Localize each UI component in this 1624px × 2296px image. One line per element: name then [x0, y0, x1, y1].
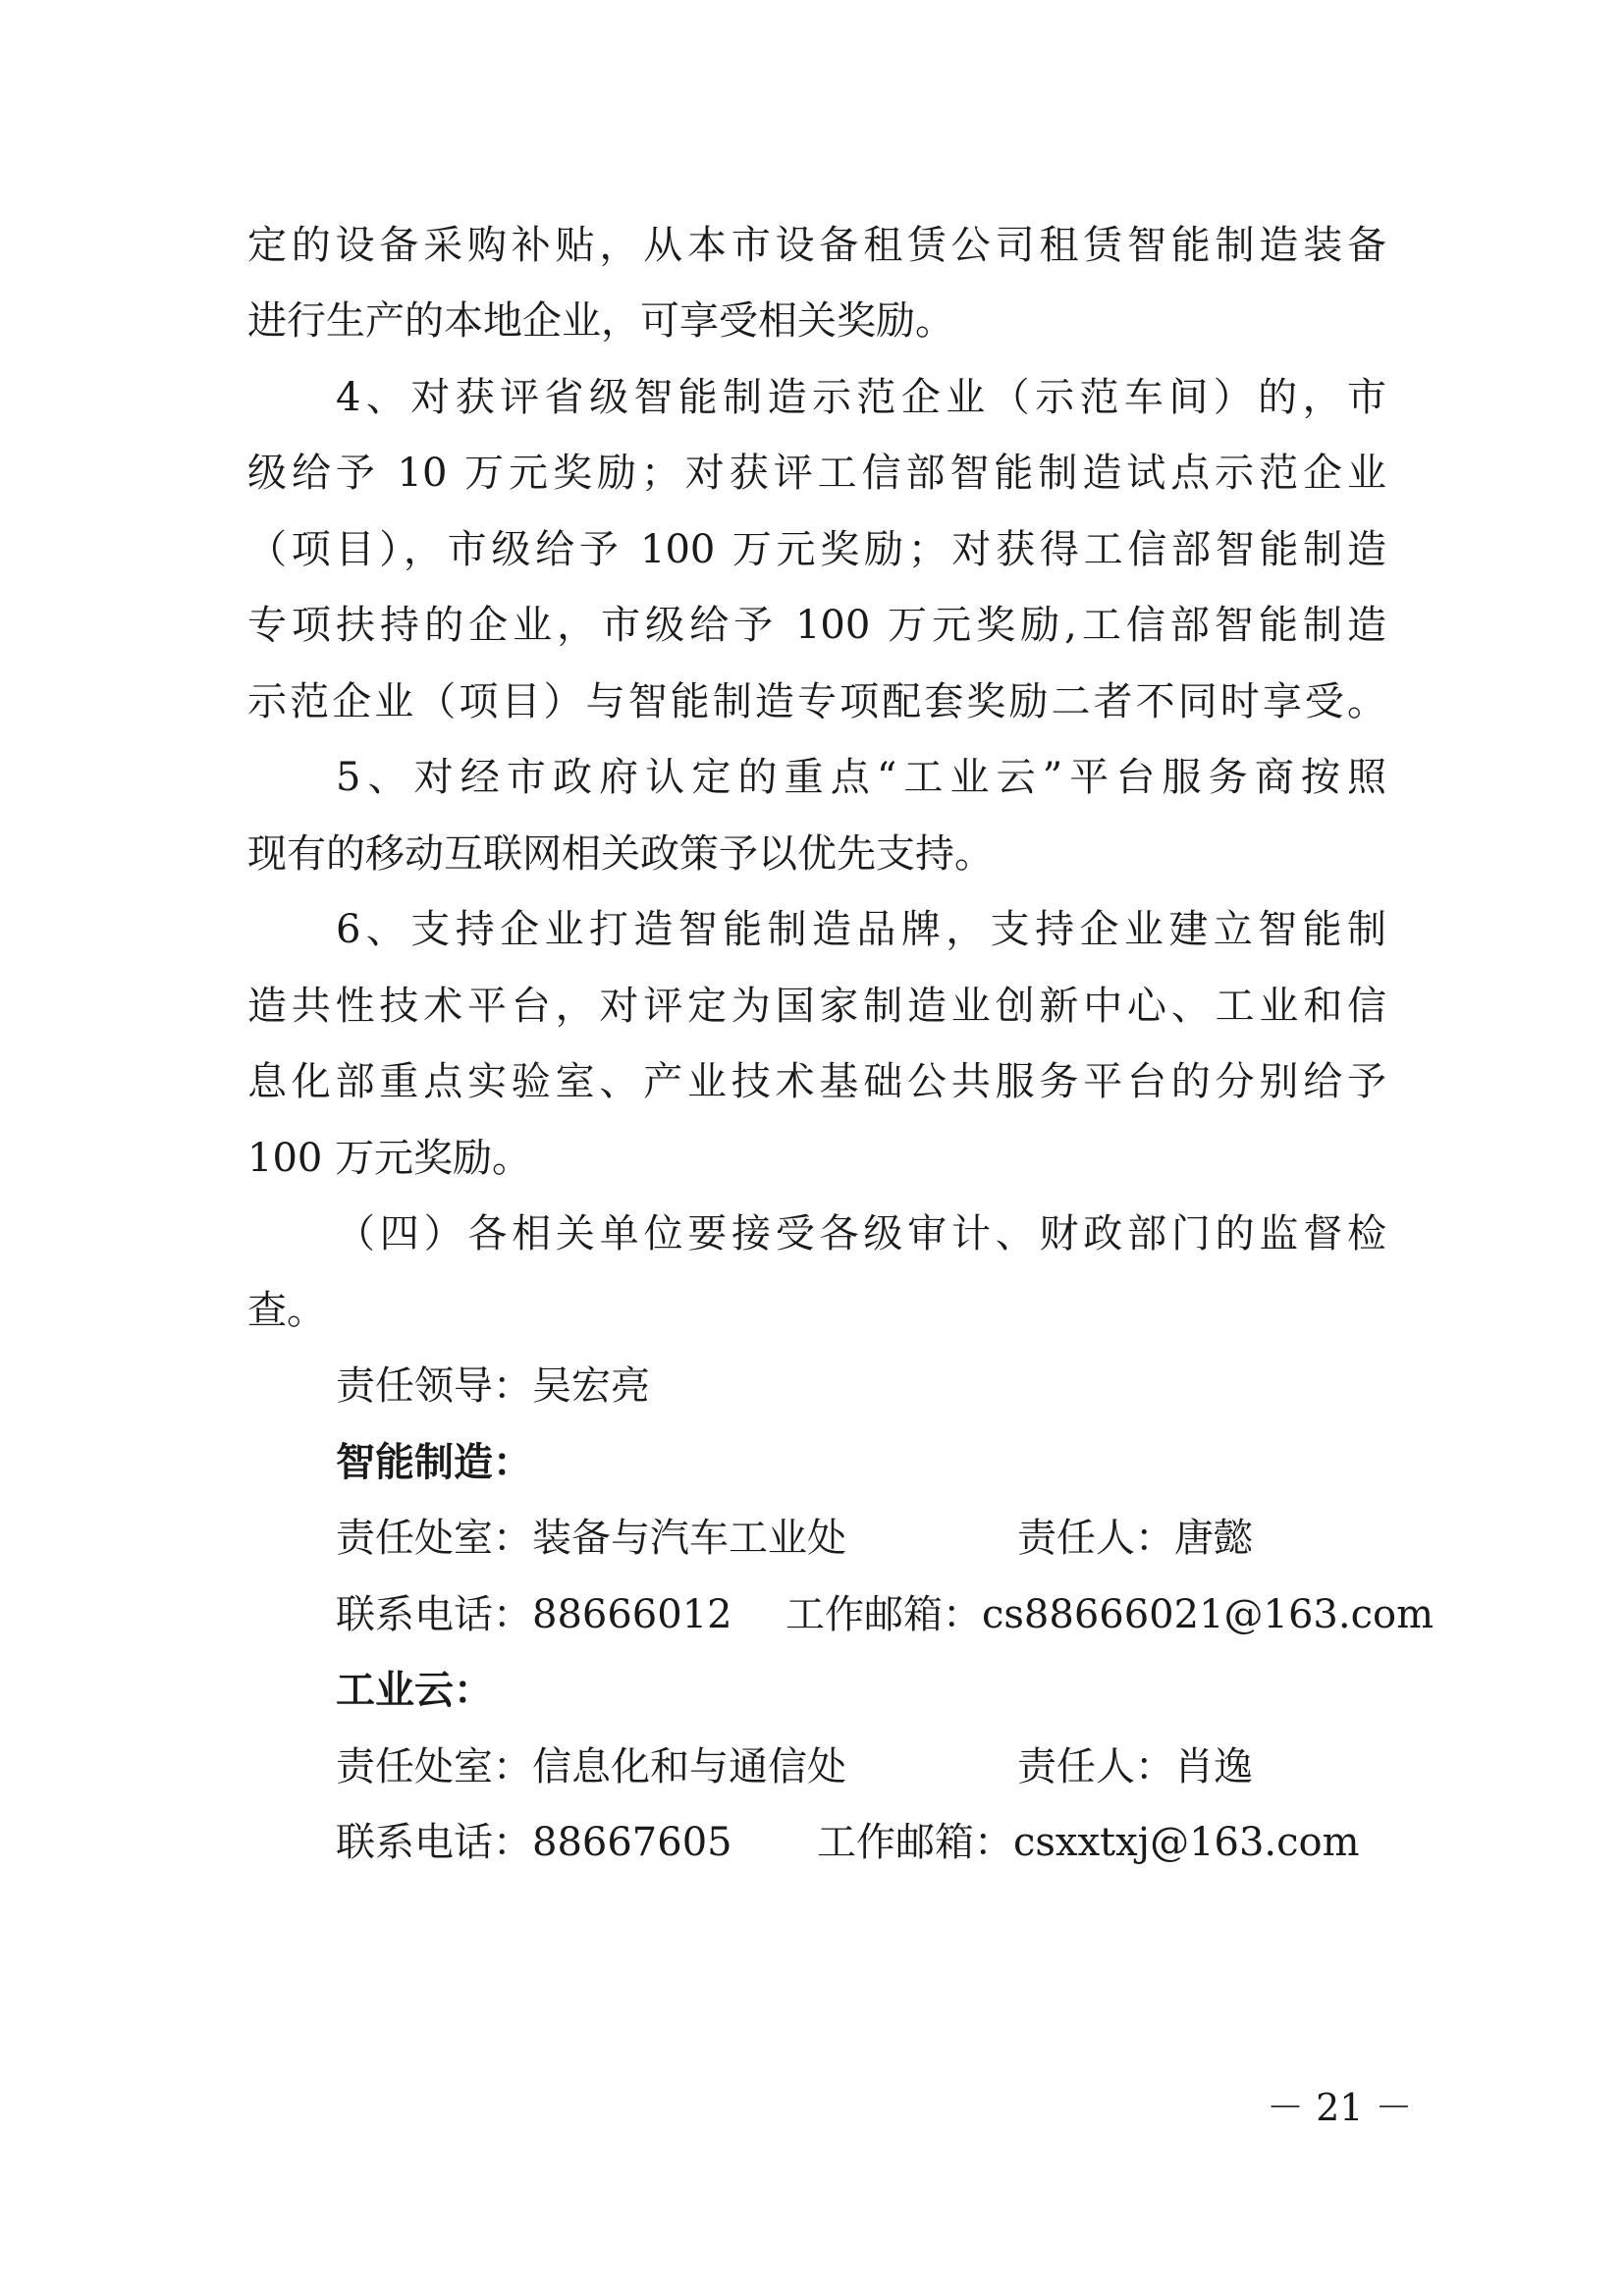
smart-manufacturing-heading: 智能制造： [336, 1439, 532, 1485]
office: 责任处室：装备与汽车工业处 [336, 1516, 846, 1561]
responsible-leader: 责任领导：吴宏亮 [336, 1363, 650, 1409]
phone: 联系电话：88667605 [336, 1820, 732, 1865]
page-number: － 21 － [1267, 2086, 1413, 2129]
paragraph-line: 进行生产的本地企业，可享受相关奖励。 [247, 298, 954, 344]
paragraph-line: 5、对经市政府认定的重点“工业云”平台服务商按照 [336, 755, 1386, 800]
email: 工作邮箱：cs88666021@163.com [785, 1592, 1434, 1637]
responsible-person: 责任人：肖逸 [1017, 1744, 1253, 1789]
email: 工作邮箱：csxxtxj@163.com [817, 1820, 1360, 1865]
paragraph-line: 查。 [247, 1288, 326, 1333]
phone: 联系电话：88666012 [336, 1592, 732, 1637]
paragraph-line: 4、对获评省级智能制造示范企业（示范车间）的，市 [336, 375, 1386, 420]
paragraph-line: 示范企业（项目）与智能制造专项配套奖励二者不同时享受。 [247, 679, 1386, 724]
paragraph-line: 100 万元奖励。 [247, 1136, 532, 1181]
paragraph-line: 级给予 10 万元奖励；对获评工信部智能制造试点示范企业 [247, 451, 1386, 496]
office: 责任处室：信息化和与通信处 [336, 1744, 846, 1789]
paragraph-line: （项目），市级给予 100 万元奖励；对获得工信部智能制造 [247, 527, 1386, 572]
paragraph-line: 6、支持企业打造智能制造品牌，支持企业建立智能制 [336, 907, 1386, 952]
paragraph-line: 现有的移动互联网相关政策予以优先支持。 [247, 831, 994, 877]
paragraph-line: 专项扶持的企业，市级给予 100 万元奖励,工信部智能制造 [247, 603, 1386, 648]
paragraph-line: （四）各相关单位要接受各级审计、财政部门的监督检 [336, 1211, 1386, 1256]
paragraph-line: 造共性技术平台，对评定为国家制造业创新中心、工业和信 [247, 984, 1386, 1029]
industrial-cloud-heading: 工业云： [336, 1667, 493, 1713]
responsible-person: 责任人：唐懿 [1017, 1516, 1253, 1561]
paragraph-line: 定的设备采购补贴，从本市设备租赁公司租赁智能制造装备 [247, 223, 1386, 268]
paragraph-line: 息化部重点实验室、产业技术基础公共服务平台的分别给予 [247, 1059, 1386, 1104]
